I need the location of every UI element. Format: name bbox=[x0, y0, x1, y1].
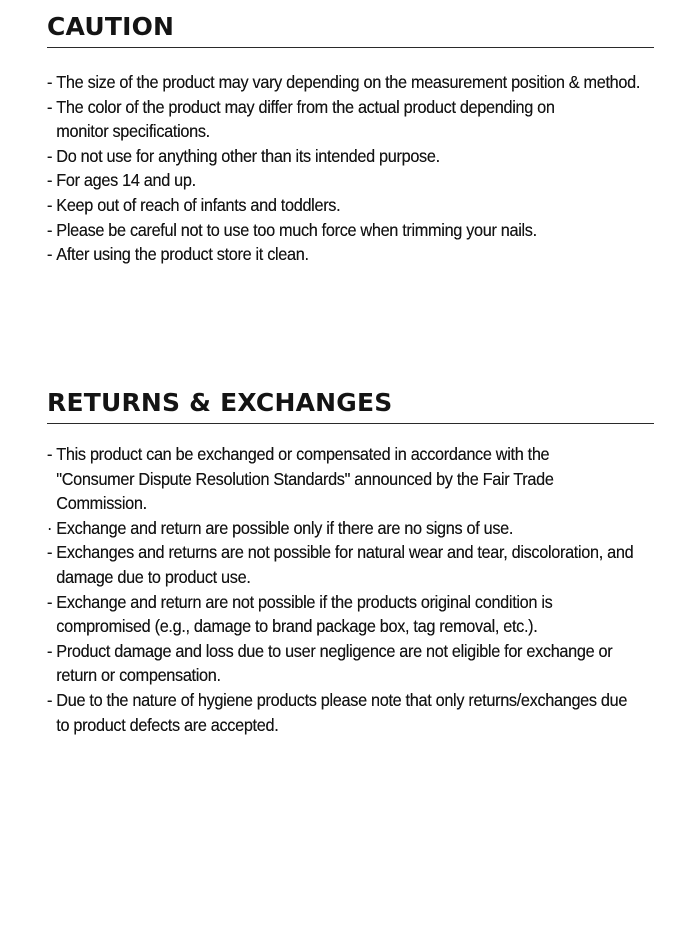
returns-item bbox=[47, 442, 586, 516]
caution-item-text: Keep out of reach of infants and toddlers. bbox=[56, 194, 341, 215]
caution-item bbox=[47, 168, 652, 193]
bullet-marker: - bbox=[47, 170, 53, 191]
returns-item-text: This product can be exchanged or compensated in accordance with the "Consumer Dispute Resolution Standards" announced by the Fair Trade Commission. bbox=[56, 444, 554, 514]
returns-item bbox=[47, 590, 600, 639]
bullet-marker: - bbox=[47, 145, 53, 166]
returns-item-text: Exchange and return are possible only if there are no signs of use. bbox=[56, 517, 514, 538]
caution-item-text: The size of the product may vary depending on the measurement position & method. bbox=[56, 72, 641, 92]
caution-list bbox=[47, 70, 654, 267]
bullet-marker: - bbox=[47, 444, 53, 464]
bullet-marker: - bbox=[47, 591, 53, 612]
returns-item bbox=[47, 516, 652, 541]
caution-item bbox=[47, 95, 577, 144]
caution-item bbox=[47, 193, 652, 218]
caution-item-text: The color of the product may differ from the actual product depending on monitor specifications. bbox=[56, 96, 555, 142]
returns-title: RETURNS & EXCHANGES bbox=[47, 388, 393, 417]
bullet-marker: - bbox=[47, 542, 53, 563]
bullet-marker: - bbox=[47, 96, 53, 117]
bullet-marker: - bbox=[47, 72, 53, 92]
caution-section bbox=[47, 10, 654, 267]
caution-item-text: After using the product store it clean. bbox=[56, 244, 309, 265]
caution-divider bbox=[47, 47, 654, 48]
caution-item-text: Please be careful not to use too much force when trimming your nails. bbox=[56, 219, 537, 240]
returns-item-text: Product damage and loss due to user negligence are not eligible for exchange or return or compensation. bbox=[56, 640, 613, 686]
caution-item bbox=[47, 70, 652, 95]
caution-item bbox=[47, 144, 652, 169]
returns-item-text: Due to the nature of hygiene products please note that only returns/exchanges due to product defects are accepted. bbox=[56, 689, 628, 735]
returns-item bbox=[47, 639, 647, 688]
returns-item bbox=[47, 688, 638, 737]
caution-item-text: Do not use for anything other than its intended purpose. bbox=[56, 145, 440, 166]
bullet-marker: - bbox=[47, 219, 53, 240]
returns-section bbox=[47, 386, 654, 737]
caution-item bbox=[47, 242, 652, 267]
caution-item-text: For ages 14 and up. bbox=[56, 170, 196, 191]
returns-item-text: Exchange and return are not possible if the products original condition is compromised (e.g., damage to brand package box, tag removal, etc.). bbox=[56, 591, 553, 637]
bullet-marker: - bbox=[47, 640, 53, 661]
bullet-marker: - bbox=[47, 689, 53, 710]
bullet-marker: - bbox=[47, 244, 53, 265]
caution-item bbox=[47, 218, 652, 243]
bullet-marker: - bbox=[47, 194, 53, 215]
returns-item-text: Exchanges and returns are not possible for natural wear and tear, discoloration, and damage due to product use. bbox=[56, 542, 634, 587]
returns-item bbox=[47, 540, 638, 589]
returns-list bbox=[47, 442, 654, 737]
returns-divider bbox=[47, 423, 654, 424]
caution-title: CAUTION bbox=[47, 12, 175, 41]
bullet-marker: · bbox=[47, 517, 53, 538]
